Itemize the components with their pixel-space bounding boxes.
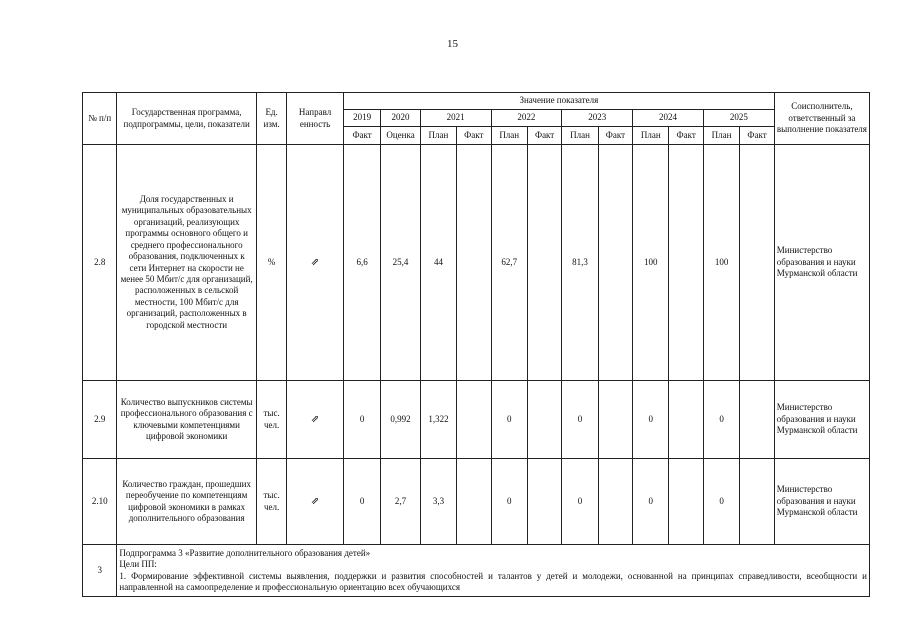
value-cell: 2,7 xyxy=(381,459,420,545)
header-sub: План xyxy=(562,127,598,145)
value-cell: 25,4 xyxy=(381,145,420,381)
value-cell xyxy=(740,145,775,381)
value-cell xyxy=(527,145,561,381)
value-cell: 0 xyxy=(491,381,527,459)
value-cell: 0 xyxy=(343,459,380,545)
header-num: № п/п xyxy=(83,93,117,145)
value-cell: 3,3 xyxy=(420,459,456,545)
row-indicator-name: Доля государственных и муниципальных образовательных организаций, реализующих программы основного общего и среднего профессионального образования, подключенных к сети Интернет на скорости не менее 50 Мбит/с для организаций, расположенных в сельской местности, 100 Мбит/с для организаций, расположенных в городской местности xyxy=(117,145,257,381)
arrow-up-icon: ⇗ xyxy=(310,256,320,268)
row-executor: Министерство образования и науки Мурманской области xyxy=(774,381,869,459)
subprogram-num: 3 xyxy=(83,545,117,597)
header-sub: Факт xyxy=(343,127,380,145)
header-year: 2019 xyxy=(343,110,380,127)
value-cell: 81,3 xyxy=(562,145,598,381)
header-sub: План xyxy=(703,127,739,145)
row-indicator-name: Количество выпускников системы профессионального образования с ключевыми компетенциями цифровой экономики xyxy=(117,381,257,459)
page-number: 15 xyxy=(447,38,458,50)
value-cell: 100 xyxy=(633,145,669,381)
header-year: 2021 xyxy=(420,110,491,127)
value-cell: 0 xyxy=(633,381,669,459)
value-cell: 0 xyxy=(633,459,669,545)
value-cell xyxy=(527,459,561,545)
value-cell xyxy=(669,145,703,381)
header-year: 2025 xyxy=(703,110,774,127)
value-cell: 0 xyxy=(343,381,380,459)
subprogram-cell xyxy=(117,545,870,597)
header-sub: Факт xyxy=(598,127,632,145)
row-direction xyxy=(287,459,344,545)
row-unit: тыс. чел. xyxy=(256,381,286,459)
header-executor: Соисполнитель, ответственный за выполнение показателя xyxy=(774,93,869,145)
value-cell: 0 xyxy=(491,459,527,545)
header-year: 2020 xyxy=(381,110,420,127)
value-cell xyxy=(457,145,491,381)
value-cell xyxy=(598,145,632,381)
value-cell: 0 xyxy=(562,459,598,545)
row-num: 2.10 xyxy=(83,459,117,545)
header-sub: Факт xyxy=(669,127,703,145)
value-cell: 44 xyxy=(420,145,456,381)
table-row xyxy=(83,381,870,459)
value-cell xyxy=(527,381,561,459)
value-cell: 100 xyxy=(703,145,739,381)
row-unit: тыс. чел. xyxy=(256,459,286,545)
value-cell xyxy=(669,459,703,545)
header-sub: Факт xyxy=(457,127,491,145)
value-cell: 0,992 xyxy=(381,381,420,459)
value-cell xyxy=(457,381,491,459)
row-num: 2.8 xyxy=(83,145,117,381)
table-row xyxy=(83,145,870,381)
row-direction xyxy=(287,145,344,381)
value-cell: 0 xyxy=(703,459,739,545)
row-executor: Министерство образования и науки Мурманской области xyxy=(774,145,869,381)
subprogram-goal: 1. Формирование эффективной системы выявления, поддержки и развития способностей и талантов у детей и молодежи, основанной на принципах справедливости, всеобщности и направленной на самоопределение и профессиональную ориентацию всех обучающихся xyxy=(119,570,867,592)
header-sub: План xyxy=(491,127,527,145)
value-cell xyxy=(740,381,775,459)
header-year: 2024 xyxy=(633,110,704,127)
value-cell xyxy=(740,459,775,545)
row-unit: % xyxy=(256,145,286,381)
value-cell: 0 xyxy=(703,381,739,459)
value-cell: 1,322 xyxy=(420,381,456,459)
subprogram-row xyxy=(83,545,870,597)
indicators-table xyxy=(82,92,870,597)
header-year: 2022 xyxy=(491,110,562,127)
header-direction: Направл енность xyxy=(287,93,344,145)
subprogram-goals-label: Цели ПП: xyxy=(119,559,157,570)
value-cell xyxy=(598,459,632,545)
value-cell: 0 xyxy=(562,381,598,459)
value-cell xyxy=(457,459,491,545)
subprogram-title: Подпрограмма 3 «Развитие дополнительного образования детей» xyxy=(119,547,371,558)
header-value-group: Значение показателя xyxy=(343,93,774,110)
header-sub: Факт xyxy=(740,127,775,145)
value-cell: 62,7 xyxy=(491,145,527,381)
row-num: 2.9 xyxy=(83,381,117,459)
row-indicator-name: Количество граждан, прошедших переобучение по компетенциям цифровой экономики в рамках дополнительного образования xyxy=(117,459,257,545)
arrow-up-icon: ⇗ xyxy=(310,495,320,507)
header-year: 2023 xyxy=(562,110,633,127)
row-direction xyxy=(287,381,344,459)
value-cell: 6,6 xyxy=(343,145,380,381)
header-sub: План xyxy=(633,127,669,145)
header-sub: План xyxy=(420,127,456,145)
header-unit: Ед. изм. xyxy=(256,93,286,145)
header-sub: Оценка xyxy=(381,127,420,145)
arrow-up-icon: ⇗ xyxy=(310,413,320,425)
value-cell xyxy=(669,381,703,459)
row-executor: Министерство образования и науки Мурманской области xyxy=(774,459,869,545)
header-row-1 xyxy=(83,93,870,110)
value-cell xyxy=(598,381,632,459)
header-sub: Факт xyxy=(527,127,561,145)
header-program: Государственная программа, подпрограммы, цели, показатели xyxy=(117,93,257,145)
table-row xyxy=(83,459,870,545)
